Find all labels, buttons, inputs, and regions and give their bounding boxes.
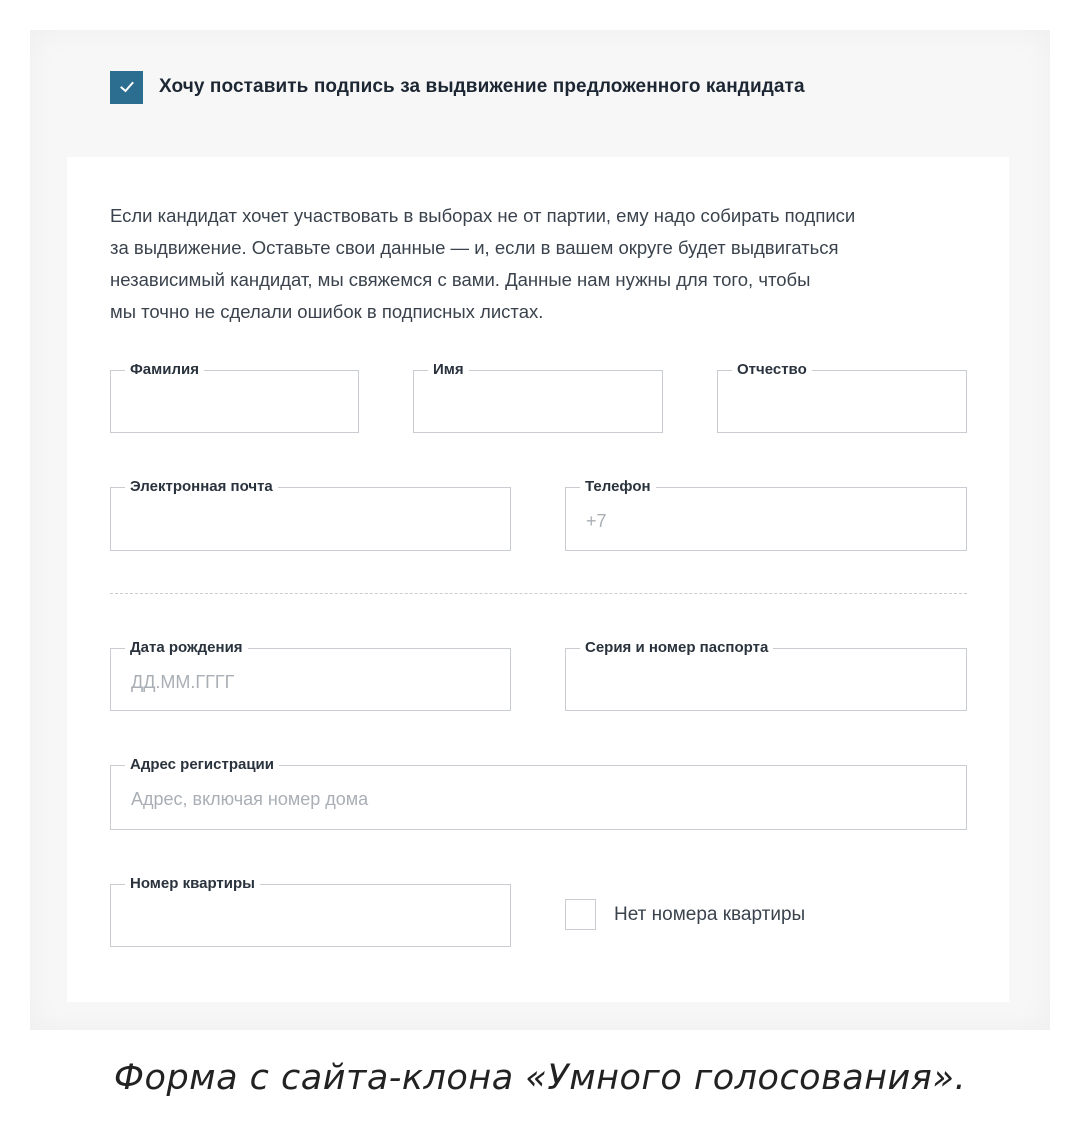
apartment-input[interactable] [131, 903, 496, 933]
intro-line: Если кандидат хочет участвовать в выборах не от партии, ему надо собирать подписи [110, 205, 856, 226]
last-name-label: Фамилия [125, 361, 204, 379]
email-input[interactable] [131, 506, 496, 536]
passport-label: Серия и номер паспорта [580, 639, 773, 657]
consent-checkbox[interactable] [110, 71, 143, 104]
birth-date-field[interactable] [110, 639, 511, 711]
apartment-field[interactable] [110, 875, 511, 947]
passport-field[interactable] [565, 639, 967, 711]
birth-date-label: Дата рождения [125, 639, 248, 657]
intro-line: за выдвижение. Оставьте свои данные — и, если в вашем округе будет выдвигаться [110, 237, 839, 258]
patronymic-field[interactable] [717, 361, 967, 433]
patronymic-input[interactable] [738, 389, 952, 419]
phone-label: Телефон [580, 478, 656, 496]
phone-input[interactable] [586, 506, 952, 536]
first-name-input[interactable] [434, 389, 648, 419]
passport-input[interactable] [586, 667, 952, 697]
intro-line: независимый кандидат, мы свяжемся с вами. Данные нам нужны для того, чтобы [110, 269, 811, 290]
intro-line: мы точно не сделали ошибок в подписных листах. [110, 301, 544, 322]
image-caption: Форма с сайта-клона «Умного голосования». [113, 1058, 967, 1098]
intro-text [110, 200, 980, 328]
phone-field[interactable] [565, 478, 967, 551]
first-name-field[interactable] [413, 361, 663, 433]
patronymic-label: Отчество [732, 361, 812, 379]
no-apartment-row[interactable] [565, 899, 805, 930]
last-name-field[interactable] [110, 361, 359, 433]
apartment-label: Номер квартиры [125, 875, 260, 893]
no-apartment-label: Нет номера квартиры [614, 903, 806, 925]
section-divider [110, 593, 967, 594]
last-name-input[interactable] [131, 389, 344, 419]
checkmark-icon [118, 78, 136, 96]
no-apartment-checkbox[interactable] [565, 899, 596, 930]
consent-row[interactable] [110, 70, 805, 104]
first-name-label: Имя [428, 361, 469, 379]
email-field[interactable] [110, 478, 511, 551]
email-label: Электронная почта [125, 478, 278, 496]
signup-form-card [67, 157, 1009, 1002]
birth-date-input[interactable] [131, 667, 496, 697]
address-input[interactable] [131, 784, 952, 814]
consent-label: Хочу поставить подпись за выдвижение предложенного кандидата [159, 76, 805, 97]
address-label: Адрес регистрации [125, 756, 279, 774]
address-field[interactable] [110, 756, 967, 830]
